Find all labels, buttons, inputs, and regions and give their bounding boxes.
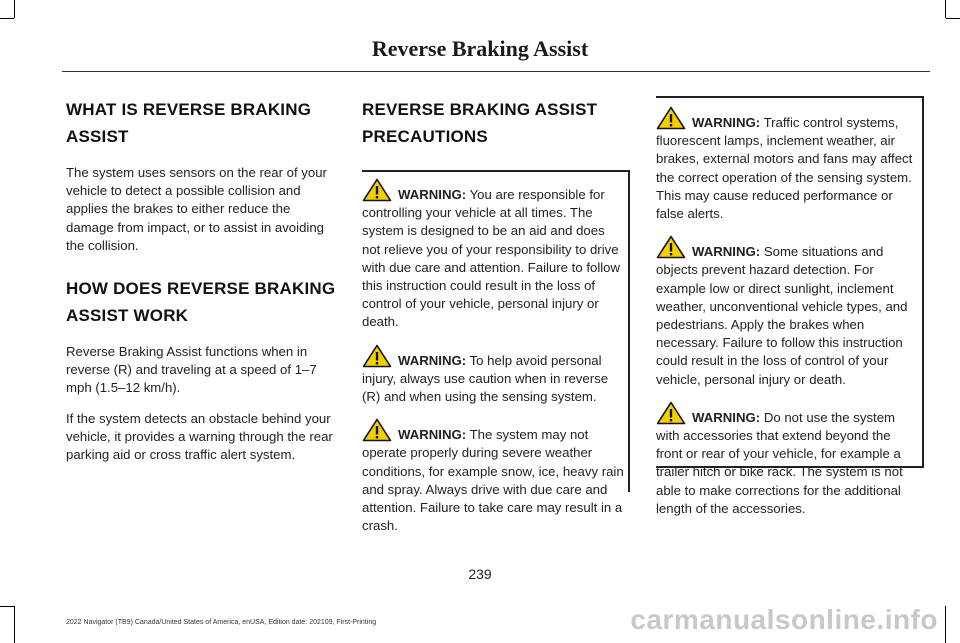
section-heading-what-is: WHAT IS REVERSE BRAKING ASSIST	[66, 100, 312, 146]
warning-text: The system may not operate properly during severe weather conditions, for example snow, ice, heavy rain and spray. Always drive with due care and attention. Failure to take care may result in a crash.	[362, 427, 624, 534]
crop-mark	[14, 0, 15, 18]
warning-text: You are responsible for controlling your vehicle at all times. The system is designed to be an aid and does not relieve you of your responsibility to drive with due care and attention. Failure to follow this instruction could result in the loss of control of your vehicle, personal injury or death.	[362, 187, 621, 330]
crop-mark	[945, 606, 946, 643]
footer-edition: 2022 Navigator (TB9) Canada/United States of America, enUSA, Edition date: 202109, First-Printing	[66, 619, 377, 626]
warning-text: Some situations and objects prevent hazard detection. For example low or direct sunlight, inclement weather, unconventional vehicle types, and pedestrians. Apply the brakes when necessary. Failure to follow this instruction could result in the loss of control of your vehicle, personal injury or death.	[656, 244, 908, 387]
page-number: 239	[468, 566, 492, 582]
warning-item	[656, 401, 918, 518]
warning-item	[362, 344, 624, 407]
crop-mark	[0, 18, 14, 19]
warning-item	[656, 235, 918, 389]
warning-box	[656, 96, 924, 516]
paragraph: Reverse Braking Assist functions when in reverse (R) and traveling at a speed of 1–7 mph (1.5–12 km/h).	[66, 344, 317, 396]
warning-item	[362, 418, 624, 535]
crop-mark	[14, 606, 15, 643]
crop-mark	[0, 606, 14, 607]
warning-text: Do not use the system with accessories that extend beyond the front or rear of your vehicle, for example a trailer hitch or bike rack. The system is not able to make corrections for the additional length of the accessories.	[656, 409, 903, 516]
warning-label: WARNING:	[692, 244, 761, 260]
header-divider	[62, 71, 930, 72]
column-warnings	[656, 96, 924, 516]
paragraph: If the system detects an obstacle behind your vehicle, it provides a warning through the rear parking aid or cross traffic alert system.	[66, 410, 333, 463]
paragraph: The system uses sensors on the rear of your vehicle to detect a possible collision and applies the brakes to either reduce the damage from impact, or to assist in avoiding the collision.	[66, 165, 327, 253]
warning-triangle-icon	[362, 178, 392, 202]
warning-triangle-icon	[656, 401, 686, 425]
warning-label: WARNING:	[692, 115, 761, 130]
crop-mark	[946, 18, 960, 19]
warning-triangle-icon	[362, 344, 392, 368]
warning-triangle-icon	[362, 418, 392, 442]
watermark: carmanualsonline.info	[630, 604, 938, 635]
crop-mark	[945, 0, 946, 18]
section-heading-precautions: REVERSE BRAKING ASSIST PRECAUTIONS	[362, 100, 598, 146]
column-intro	[66, 96, 338, 476]
page-title: Reverse Braking Assist	[371, 36, 589, 61]
warning-box	[362, 170, 630, 534]
warning-triangle-icon	[656, 235, 686, 259]
warning-item	[362, 178, 624, 332]
column-precautions	[362, 96, 630, 534]
warning-label: WARNING:	[398, 187, 467, 202]
warning-text: Traffic control systems, fluorescent lamps, inclement weather, air brakes, external motors and fans may affect the correct operation of the sensing system. This may cause reduced performance or false alerts.	[656, 115, 913, 222]
warning-label: WARNING:	[398, 352, 467, 368]
warning-label: WARNING:	[398, 427, 467, 443]
warning-item	[656, 106, 918, 223]
warning-triangle-icon	[656, 106, 686, 130]
warning-label: WARNING:	[692, 409, 761, 425]
warning-text: To help avoid personal injury, always use caution when in reverse (R) and when using the sensing system.	[362, 352, 609, 405]
section-heading-how-does: HOW DOES REVERSE BRAKING ASSIST WORK	[66, 279, 336, 326]
